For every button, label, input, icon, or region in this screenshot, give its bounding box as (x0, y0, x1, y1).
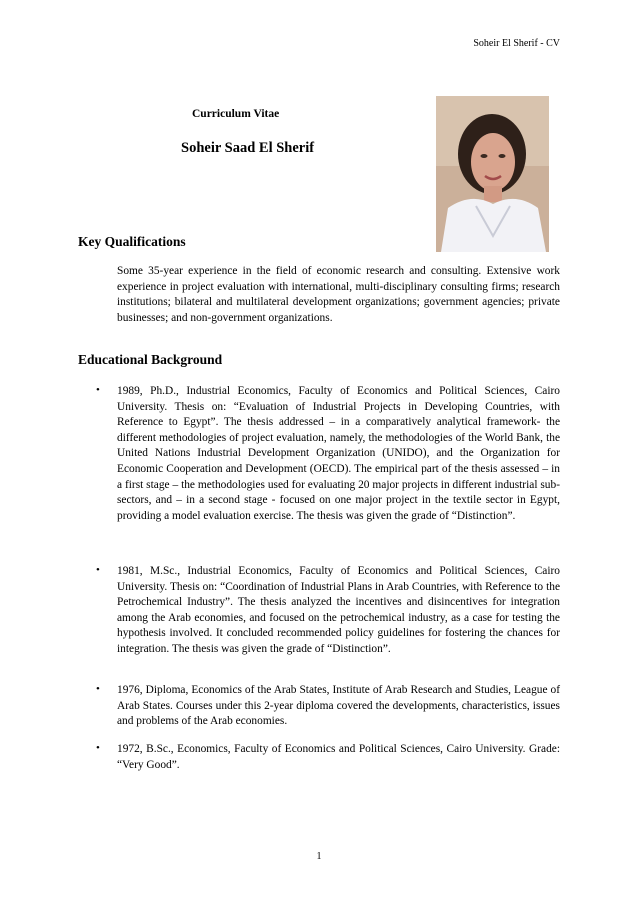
person-name: Soheir Saad El Sherif (181, 140, 315, 156)
education-item-text: 1976, Diploma, Economics of the Arab States, Institute of Arab Research and Studies, League of Arab States. Courses under this 2-year diploma covered the developments, characteristics, issues and problems of the Arab economies. (117, 684, 560, 728)
education-item-text: 1989, Ph.D., Industrial Economics, Faculty of Economics and Political Sciences, Cairo University. Thesis on: “Evaluation of Industrial Projects in Developing Countries, with Reference to Egypt”. The thesis addressed – in a comparatively analytical framework- the different methodologies of project evaluation, namely, the methodologies of the World Bank, the United Nations Industrial Development Organization (UNIDO), and the Organization for Economic Cooperation and Development (OECD). The empirical part of the thesis assessed – in a first stage – the methodologies used for evaluating 20 major projects in different industrial sub-sectors, and – in a second stage - focused on one major project in the textile sector in Egypt, providing a model evaluation exercise. The thesis was given the grade of “Distinction”. (117, 385, 560, 522)
bullet-icon: • (96, 683, 100, 695)
bullet-icon: • (96, 384, 100, 396)
cv-label: Curriculum Vitae (192, 108, 280, 120)
portrait-photo (436, 96, 549, 252)
key-qualifications-text: Some 35-year experience in the field of economic research and consulting. Extensive work experience in project evaluation with international, multi-disciplinary consulting firms; research institutions; bilateral and multilateral development organizations; government agencies; private businesses; and non-government organizations. (117, 265, 560, 324)
education-item-text: 1972, B.Sc., Economics, Faculty of Economics and Political Sciences, Cairo University. Grade: “Very Good”. (117, 743, 560, 771)
key-qualifications-heading: Key Qualifications (78, 234, 186, 249)
education-item-text: 1981, M.Sc., Industrial Economics, Faculty of Economics and Political Sciences, Cairo University. Thesis on: “Coordination of Industrial Plans in Arab Countries, with Reference to the Petrochemical Industry”. The thesis analyzed the incentives and disincentives for integration among the Arab economies, and focused on the petrochemical industry, as a case for testing the hypothesis involved. It concluded recommended policy guidelines for fostering the chances for integration. The thesis was given the grade of “Distinction”. (117, 565, 560, 655)
running-header: Soheir El Sherif - CV (473, 38, 560, 49)
bullet-icon: • (96, 564, 100, 576)
bullet-icon: • (96, 742, 100, 754)
page-number: 1 (316, 851, 322, 862)
education-heading: Educational Background (78, 352, 223, 367)
